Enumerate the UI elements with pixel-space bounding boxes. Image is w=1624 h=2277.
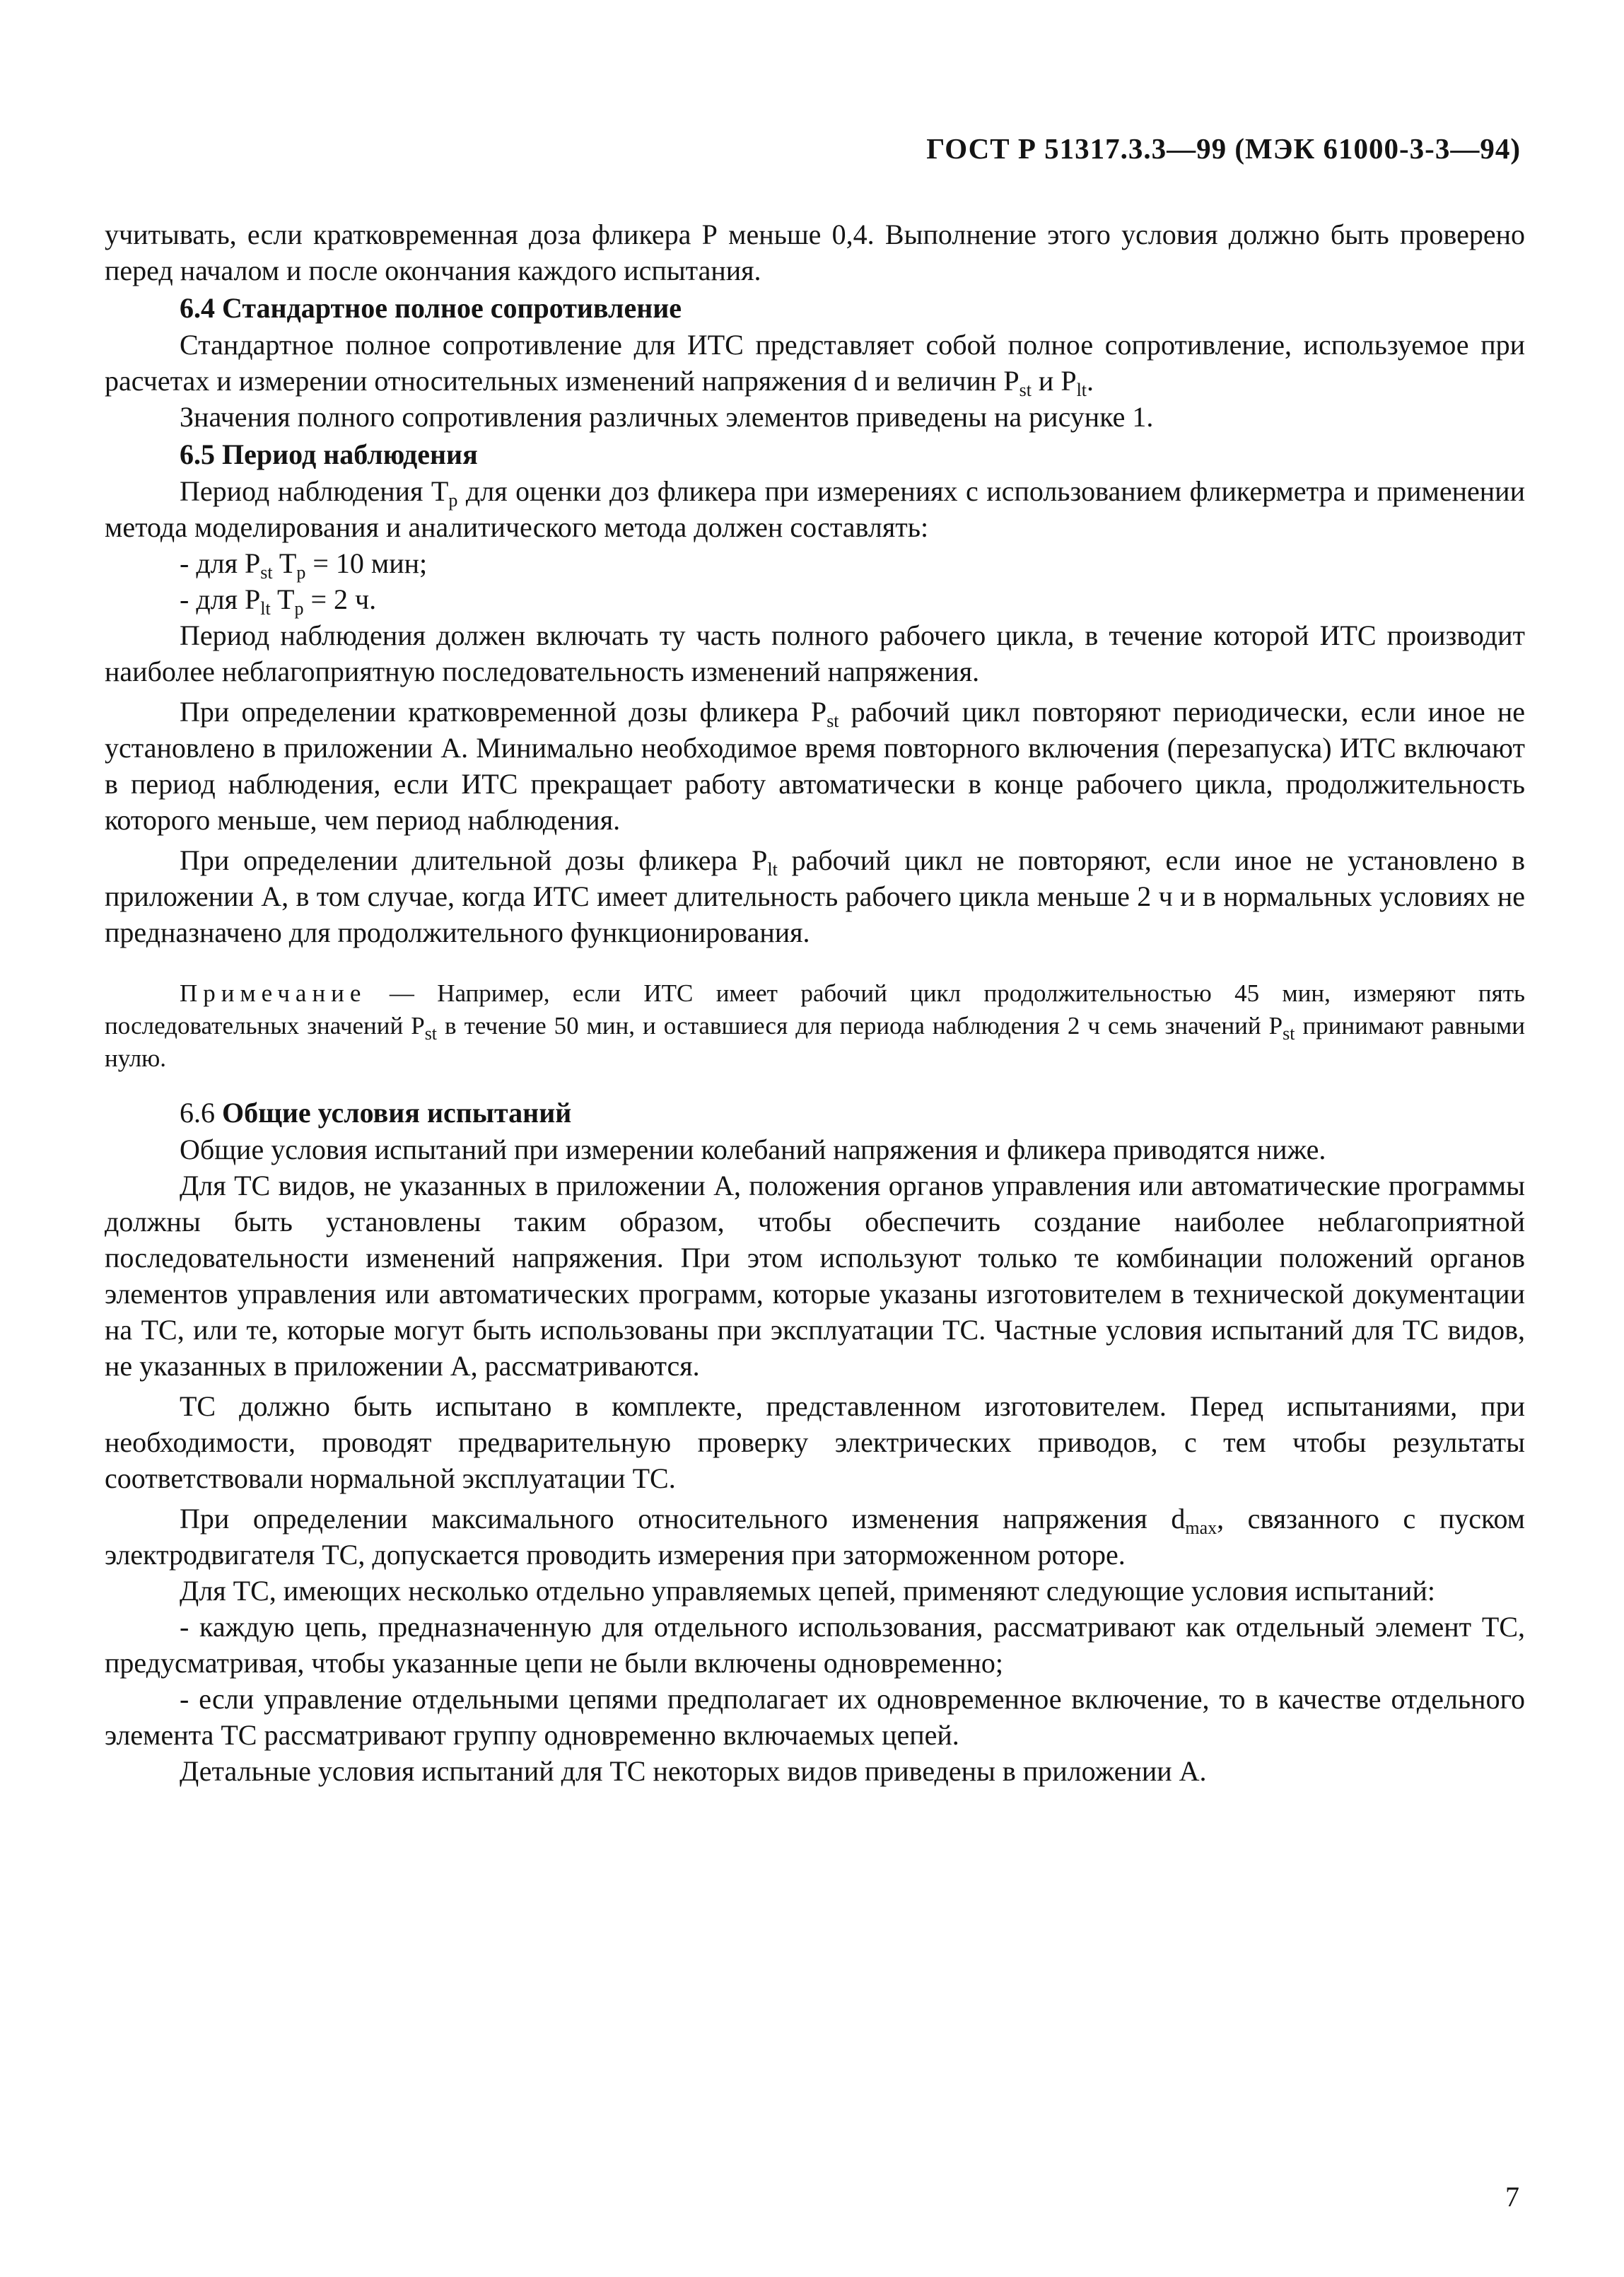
section-6-4-heading: 6.4 Стандартное полное сопротивление (180, 292, 682, 324)
page-number: 7 (1505, 2181, 1519, 2213)
list-item: - каждую цепь, предназначенную для отдельного использования, рассматривают как отдельный элемент ТС, предусматривая, чтобы указанные цепи не были включены одновременно; (105, 1611, 1525, 1679)
section-6-6-paragraph-2: Для ТС видов, не указанных в приложении А, положения органов управления или автоматические программы должны быть установлены таким образом, чтобы обеспечить создание наиболее неблагоприятной последовательности изменений напряжения. При этом используют только те комбинации положений органов элементов управления или автоматических программ, которые указаны изготовителем в технической документации на ТС, или те, которые могут быть использованы при эксплуатации ТС. Частные условия испытаний для ТС видов, не указанных в приложении А, рассматриваются. (105, 1170, 1525, 1382)
section-6-4-paragraph-2: Значения полного сопротивления различных элементов приведены на рисунке 1. (180, 401, 1154, 433)
section-6-4-paragraph-1: Стандартное полное сопротивление для ИТС представляет собой полное сопротивление, используемое при расчетах и измерении относительных изменений напряжения d и величин $P_{st}$ и $P_{lt}$. (105, 329, 1525, 400)
section-6-6-paragraph-5: Для ТС, имеющих несколько отдельно управляемых цепей, применяют следующие условия испытаний: (180, 1575, 1435, 1607)
continued-paragraph: учитывать, если кратковременная доза фликера Р меньше 0,4. Выполнение этого условия должно быть проверено перед началом и после окончания каждого испытания. (105, 219, 1525, 286)
section-6-5-paragraph-4: При определении длительной дозы фликера $P_{lt}$ рабочий цикл не повторяют, если иное не установлено в приложении А, в том случае, когда ИТС имеет длительность рабочего цикла меньше 2 ч и в нормальных условиях не предназначено для продолжительного функционирования. (105, 844, 1525, 948)
bullet-pst: - для $P_{st}$ $T_p = 10$ мин; (180, 547, 428, 583)
section-6-6-paragraph-4: При определении максимального относительного изменения напряжения $d_{max}$, связанного с пуском электродвигателя ТС, допускается проводить измерения при заторможенном роторе. (105, 1503, 1525, 1571)
conditions-list (105, 1609, 1525, 1753)
section-6-5-paragraph-3: При определении кратковременной дозы фликера $P_{st}$ рабочий цикл повторяют периодически, если иное не установлено в приложении А. Минимально необходимое время повторного включения (перезапуска) ИТС включают в период наблюдения, если ИТС прекращает работу автоматически в конце рабочего цикла, продолжительность которого меньше, чем период наблюдения. (105, 696, 1525, 836)
section-6-6-heading: 6.6 Общие условия испытаний (180, 1097, 572, 1129)
section-6-5-paragraph-1: Период наблюдения $T_p$ для оценки доз фликера при измерениях с использованием фликерметра и применении метода моделирования и аналитического метода должен составлять: (105, 475, 1525, 543)
document-body (105, 216, 1525, 1789)
section-6-6-paragraph-3: ТС должно быть испытано в комплекте, представленном изготовителем. Перед испытаниями, при необходимости, проводят предварительную проверку электрических приводов, с тем чтобы результаты соответствовали нормальной эксплуатации ТС. (105, 1390, 1525, 1494)
section-6-5-heading: 6.5 Период наблюдения (180, 438, 478, 470)
section-6-6-paragraph-1: Общие условия испытаний при измерении колебаний напряжения и фликера приводятся ниже. (180, 1134, 1326, 1165)
note-text: Примечание — Например, если ИТС имеет рабочий цикл продолжительностью 45 мин, измеряют пять последовательных значений $P_{st}$ в течение 50 мин, и оставшиеся для периода наблюдения 2 ч семь значений $P_{st}$ принимают равными нулю. (105, 979, 1525, 1072)
note-label: Примечание (180, 979, 367, 1007)
section-6-5-paragraph-2: Период наблюдения должен включать ту часть полного рабочего цикла, в течение которой ИТС производит наиболее неблагоприятную последовательность изменений напряжения. (105, 619, 1525, 687)
bullet-plt: - для $P_{lt}$ $T_p = 2$ ч. (180, 583, 377, 619)
standard-header: ГОСТ Р 51317.3.3—99 (МЭК 61000-3-3—94) (926, 132, 1521, 165)
section-6-6-paragraph-6: Детальные условия испытаний для ТС некоторых видов приведены в приложении А. (180, 1755, 1207, 1787)
note-block (105, 977, 1525, 1075)
list-item: - если управление отдельными цепями предполагает их одновременное включение, то в качестве отдельного элемента ТС рассматривают группу одновременно включаемых цепей. (105, 1683, 1525, 1751)
